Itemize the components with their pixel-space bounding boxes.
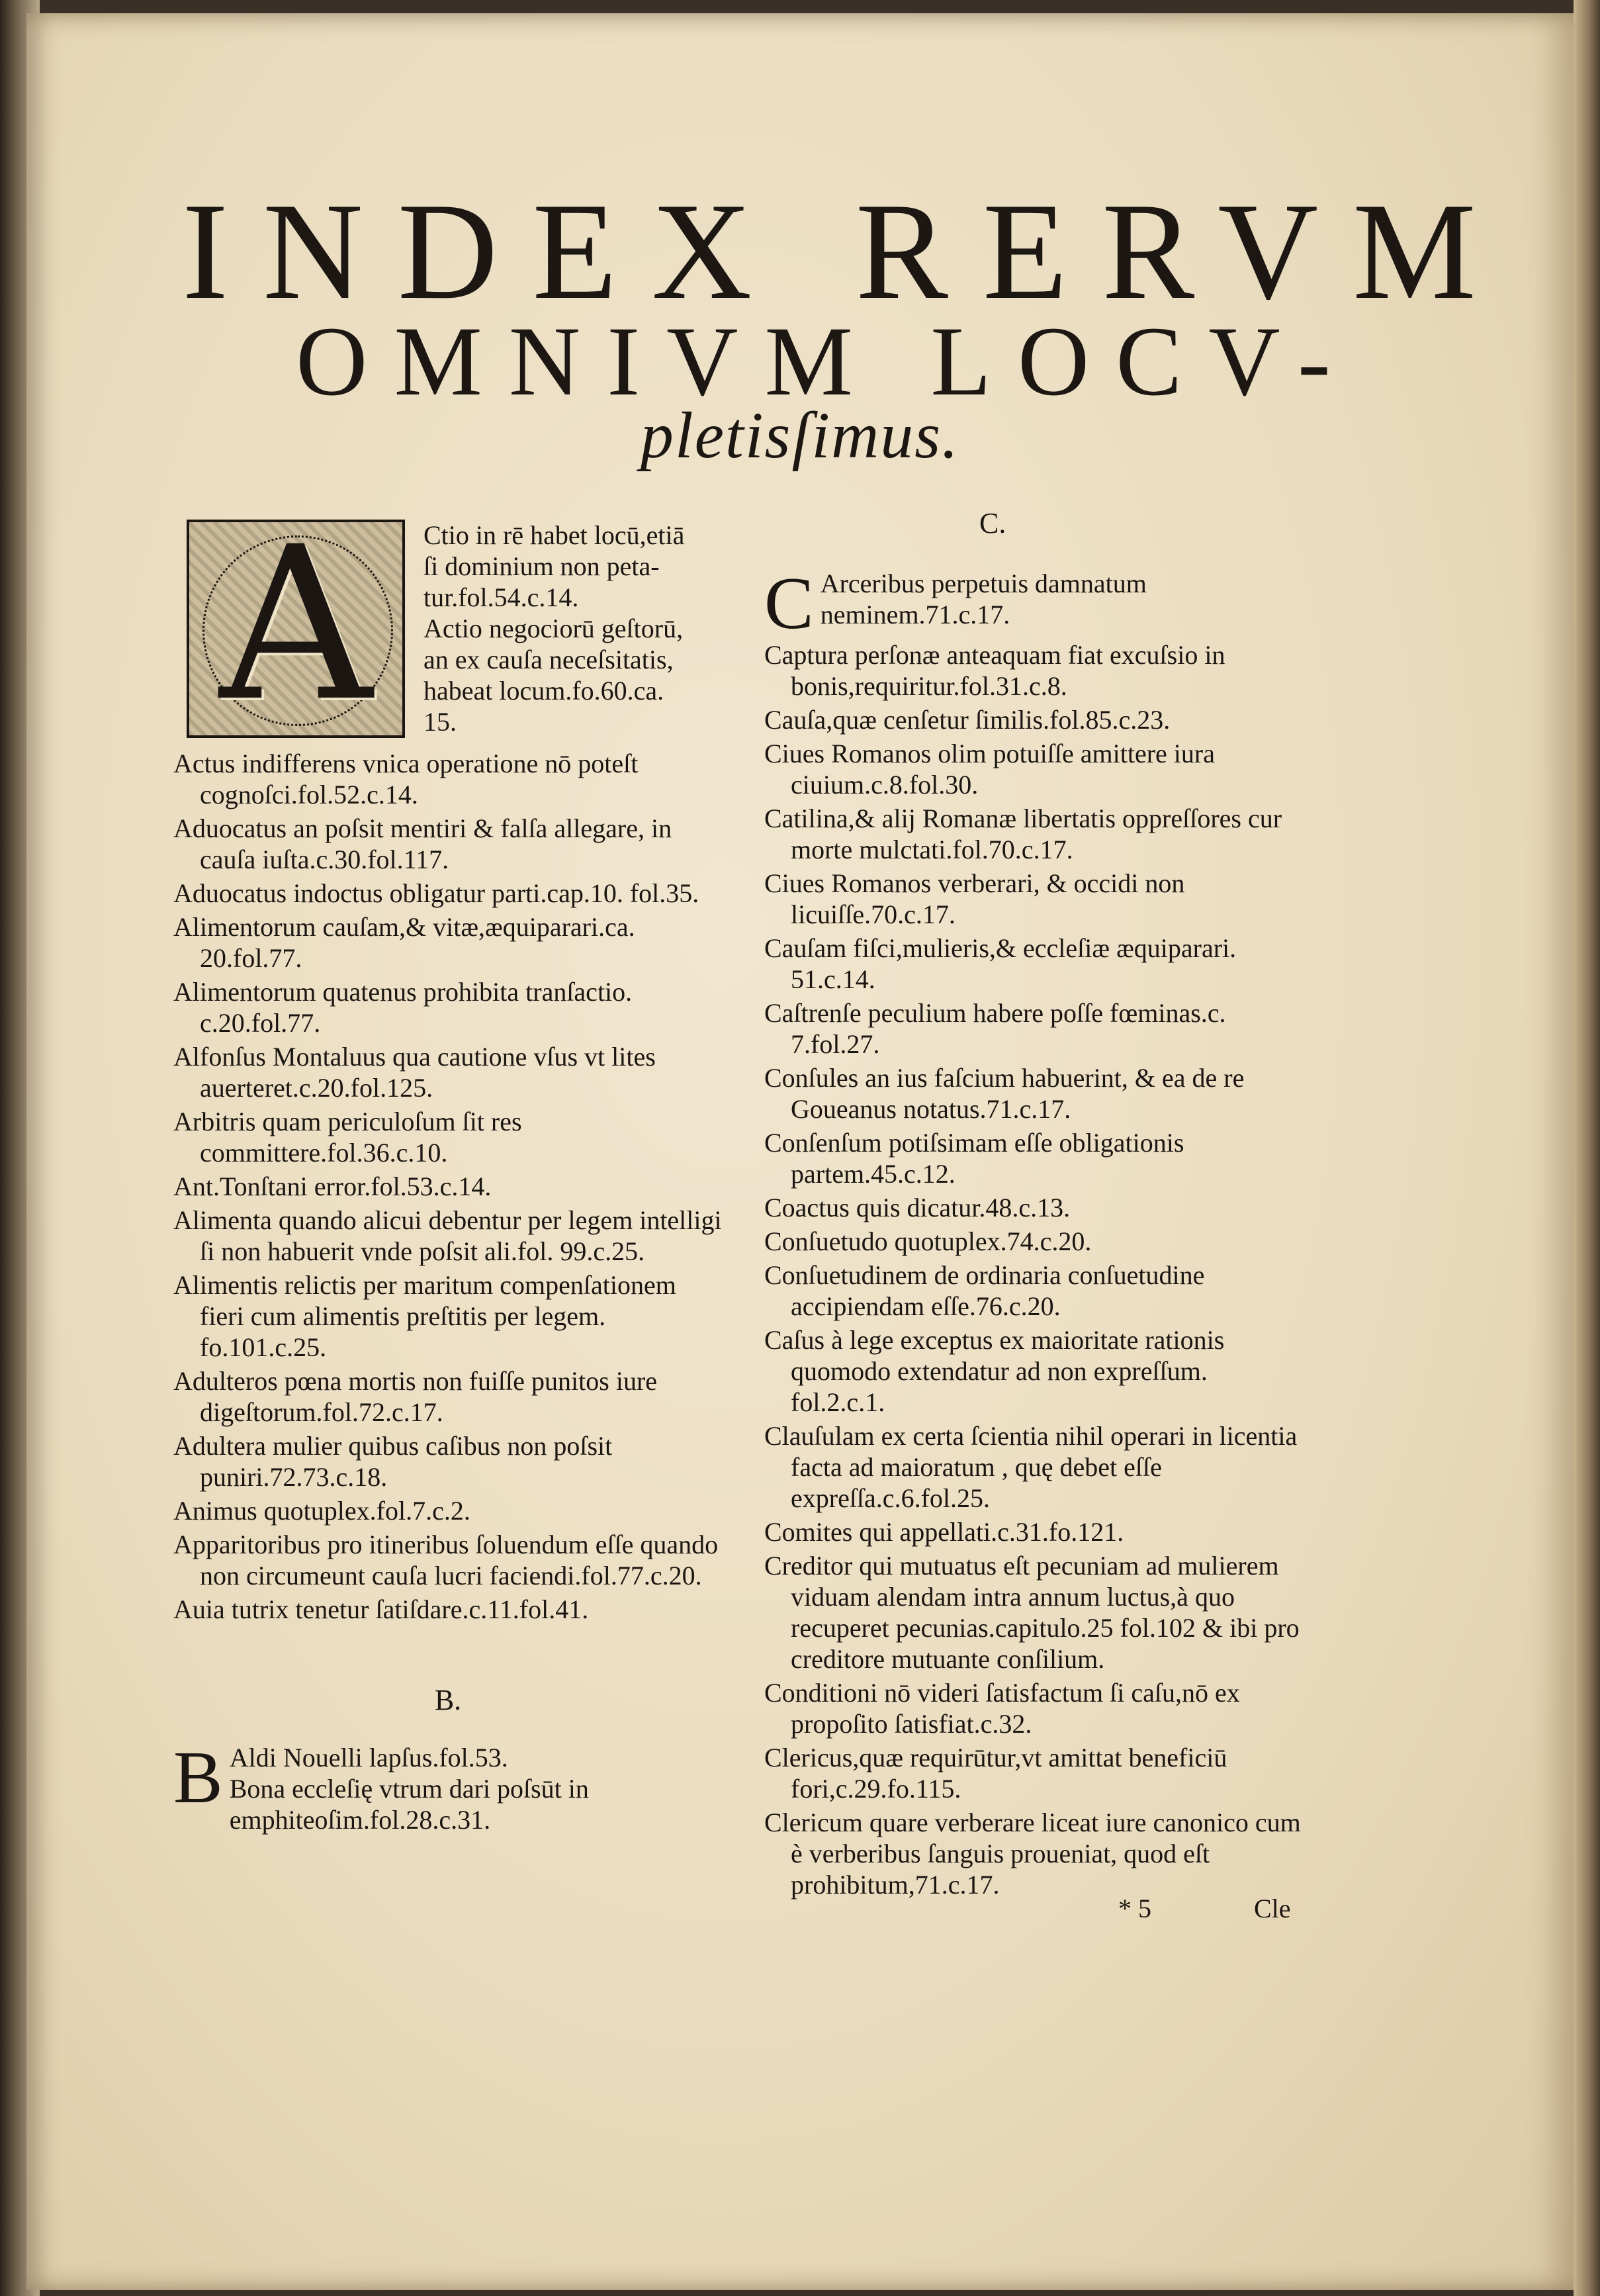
index-entry: Caſtrenſe peculium habere poſſe fœminas.c. 7.fol.27.	[764, 998, 1226, 1059]
index-entry: Conſuetudinem de ordinaria conſuetudine accipiendam eſſe.76.c.20.	[764, 1260, 1205, 1321]
index-entry: Conſules an ius faſcium habuerint, & ea de re Goueanus notatus.71.c.17.	[764, 1063, 1245, 1124]
first-entry-block	[423, 520, 728, 737]
index-entry: Coactus quis dicatur.48.c.13.	[764, 1193, 1071, 1222]
index-entry: Adulteros pœna mortis non fuiſſe punitos iure digeſtorum.fol.72.c.17.	[173, 1366, 658, 1427]
index-entry: Aduocatus an poſsit mentiri & falſa allegare, in cauſa iuſta.c.30.fol.117.	[173, 813, 672, 874]
index-entry: Ant.Tonſtani error.fol.53.c.14.	[173, 1171, 492, 1201]
index-entry: Catilina,& alij Romanæ libertatis oppreſſores cur morte mulctati.fol.70.c.17.	[764, 804, 1282, 864]
index-entry: Conſenſum potiſsimam eſſe obligationis partem.45.c.12.	[764, 1128, 1184, 1189]
page-title-line-1: INDEX RERVM	[182, 175, 1511, 328]
index-entry: Clauſulam ex certa ſcientia nihil operari in licentia facta ad maioratum , quę debet eſſe expreſſa.c.6.fol.25.	[764, 1421, 1298, 1513]
index-entry: Adultera mulier quibus caſibus non poſsit puniri.72.73.c.18.	[173, 1431, 613, 1492]
index-entry: Alimentis relictis per maritum compenſationem fieri cum alimentis preſtitis per legem. fo.101.c.25.	[173, 1270, 676, 1362]
index-entry: Conditioni nō videri ſatisfactum ſi caſu,nō ex propoſito ſatisfiat.c.32.	[764, 1678, 1240, 1739]
index-entry: Alimentorum quatenus prohibita tranſactio. c.20.fol.77.	[173, 977, 633, 1038]
drop-cap-letter-a: A	[219, 520, 373, 738]
first-entry-line: habeat locum.fo.60.ca.	[423, 676, 664, 706]
index-entry: Ciues Romanos verberari, & occidi non licuiſſe.70.c.17.	[764, 868, 1185, 929]
index-entry: Actus indifferens vnica operatione nō poteſt cognoſci.fol.52.c.14.	[173, 749, 639, 809]
index-entry: Cauſam fiſci,mulieris,& eccleſiæ æquiparari. 51.c.14.	[764, 933, 1237, 994]
drop-cap-letter-b: B	[173, 1737, 223, 1819]
first-entry-line: 15.	[423, 707, 457, 737]
index-column-right	[764, 568, 1307, 1903]
index-column-left	[173, 748, 723, 1835]
index-entry: Bona eccleſię vtrum dari poſsūt in emphiteoſim.fol.28.c.31.	[229, 1774, 589, 1835]
index-entry: Alimenta quando alicui debentur per legem intelligi ſi non habuerit vnde poſsit ali.fol. 99.c.25.	[173, 1205, 722, 1266]
section-b-block	[173, 1737, 723, 1835]
index-entry: Conſuetudo quotuplex.74.c.20.	[764, 1226, 1092, 1256]
index-entry: Cauſa,quæ cenſetur ſimilis.fol.85.c.23.	[764, 705, 1171, 735]
index-entry: Alimentorum cauſam,& vitæ,æquiparari.ca. 20.fol.77.	[173, 912, 635, 973]
index-entry: Clericum quare verberare liceat iure canonico cum è verberibus ſanguis proueniat, quod eſt prohibitum,71.c.17.	[764, 1808, 1301, 1900]
index-entry: Aduocatus indoctus obligatur parti.cap.10. fol.35.	[173, 878, 699, 908]
index-entry: Animus quotuplex.fol.7.c.2.	[173, 1496, 470, 1526]
signature-mark: * 5	[1118, 1894, 1151, 1923]
section-heading-b: B.	[434, 1684, 462, 1716]
index-entry: Auia tutrix tenetur ſatiſdare.c.11.fol.41.	[173, 1594, 589, 1624]
index-entry: Ciues Romanos olim potuiſſe amittere iura ciuium.c.8.fol.30.	[764, 739, 1215, 800]
index-entry: Arceribus perpetuis damnatum neminem.71.c.17.	[820, 569, 1147, 629]
drop-cap-letter-c: C	[764, 568, 814, 637]
ornamental-initial-a	[187, 520, 405, 738]
page-title-line-3: pletisſimus.	[640, 398, 960, 472]
index-entry: Alfonſus Montaluus qua cautione vſus vt lites auerteret.c.20.fol.125.	[173, 1042, 656, 1103]
first-entry-line: ſi dominium non peta-	[423, 551, 660, 581]
section-heading-c: C.	[979, 507, 1006, 539]
page-title-line-2: OMNIVM LOCV-	[296, 306, 1357, 416]
index-entry: Creditor qui mutuatus eſt pecuniam ad mulierem viduam alendam intra annum luctus,à quo recuperet pecunias.capitulo.25 fol.102 & ibi pro creditore mutuante conſilium.	[764, 1551, 1300, 1674]
index-entry: Aldi Nouelli lapſus.fol.53.	[229, 1743, 508, 1772]
index-entry: Clericus,quæ requirūtur,vt amittat beneficiū fori,c.29.fo.115.	[764, 1743, 1227, 1804]
index-entry: Apparitoribus pro itineribus ſoluendum eſſe quando non circumeunt cauſa lucri faciendi.fol.77.c.20.	[173, 1530, 719, 1590]
index-entry: Captura perſonæ anteaquam fiat excuſsio in bonis,requiritur.fol.31.c.8.	[764, 640, 1225, 701]
first-entry-line: an ex cauſa neceſsitatis,	[423, 645, 674, 674]
index-entry: Arbitris quam periculoſum ſit res committere.fol.36.c.10.	[173, 1107, 522, 1168]
catchword: Cle	[1254, 1894, 1291, 1923]
index-entry: Comites qui appellati.c.31.fo.121.	[764, 1517, 1124, 1547]
first-entry-line: Actio negociorū geſtorū,	[423, 614, 684, 643]
first-entry-line: tur.fol.54.c.14.	[423, 582, 579, 612]
index-entry: Caſus à lege exceptus ex maioritate rationis quomodo extendatur ad non expreſſum. fol.2.c.1.	[764, 1325, 1225, 1417]
first-entry-line: Ctio in rē habet locū,etiā	[423, 520, 685, 550]
first-entry-c	[764, 568, 1307, 637]
